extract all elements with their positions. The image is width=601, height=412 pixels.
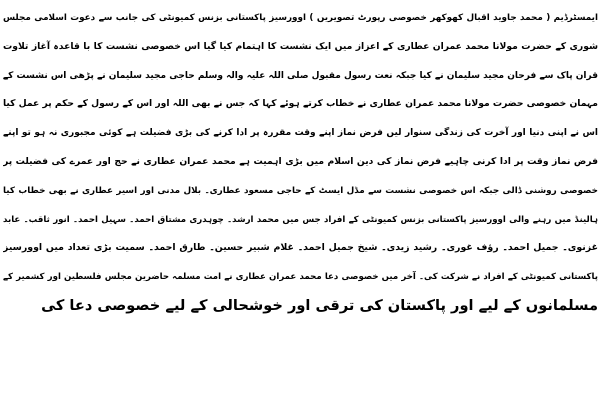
- article-line-6: فرض نماز وقت پر ادا کرنی چاہیے فرض نماز کی دین اسلام میں بڑی اہمیت ہے محمد عمران عطاری نے حج اور عمرے کی فضیلت پر: [3, 155, 598, 167]
- news-article: [3, 4, 598, 408]
- article-line-7: خصوصی روشنی ڈالی جبکہ اس خصوصی نشست سے مڈل ایسٹ کے حاجی مسعود عطاری۔ بلال مدنی اور اسیر عطاری نے بھی خطاب کیا: [3, 185, 598, 196]
- article-line-1: ایمسٹرڈیم ( محمد جاوید اقبال کھوکھر خصوصی رپورٹ تصویریں ) اوورسیز پاکستانی بزنس کمیونٹی کی جانب سے دعوت اسلامی مجلس: [3, 13, 598, 23]
- article-line-5: اس نے اپنی دنیا اور آخرت کی زندگی سنوار لیں فرض نماز اپنے وقت مقررہ پر ادا کرنے کی بڑی فضیلت ہے کوئی مجبوری نہ ہو تو اپنے: [3, 128, 598, 139]
- article-line-10: پاکستانی کمیونٹی کے افراد نے شرکت کی۔ آخر میں خصوصی دعا محمد عمران عطاری نے امت مسلمہ حاضرین مجلس فلسطین اور کشمیر کے: [3, 272, 598, 283]
- article-line-4: مہمان خصوصی حضرت مولانا محمد عمران عطاری نے خطاب کرتے ہوئے کہا کہ جس نے بھی اللہ اور اس کے رسول کے حکم پر عمل کیا: [3, 98, 598, 110]
- article-line-3: قران پاک سے فرحان مجید سلیمان نے کیا جبکہ نعت رسول مقبول صلی اللہ علیہ والہ وسلم حاجی مجید سلیمان نے پڑھی اس نشست کے: [3, 70, 598, 81]
- article-line-8: ہالینڈ میں رہنے والی اوورسیز پاکستانی بزنس کمیونٹی کے افراد جس میں محمد ارشد۔ چوہدری مشتاق احمد۔ سہیل احمد۔ انور ثاقب۔ عابد: [3, 214, 598, 225]
- article-line-2: شوری کے حضرت مولانا محمد عمران عطاری کے اعزاز میں ایک نشست کا اہتمام کیا گیا اس خصوصی نشست کا با قاعدہ آغاز تلاوت: [3, 40, 598, 52]
- article-line-9: غزنوی۔ جمیل احمد۔ رؤف غوری۔ رشید زیدی۔ شیخ جمیل احمد۔ غلام شبیر حسین۔ طارق احمد۔ سمیت بڑی تعداد میں اوورسیز: [3, 242, 598, 254]
- article-line-11: مسلمانوں کے لیے اور پاکستان کی ترقی اور خوشحالی کے لیے خصوصی دعا کی: [41, 296, 598, 314]
